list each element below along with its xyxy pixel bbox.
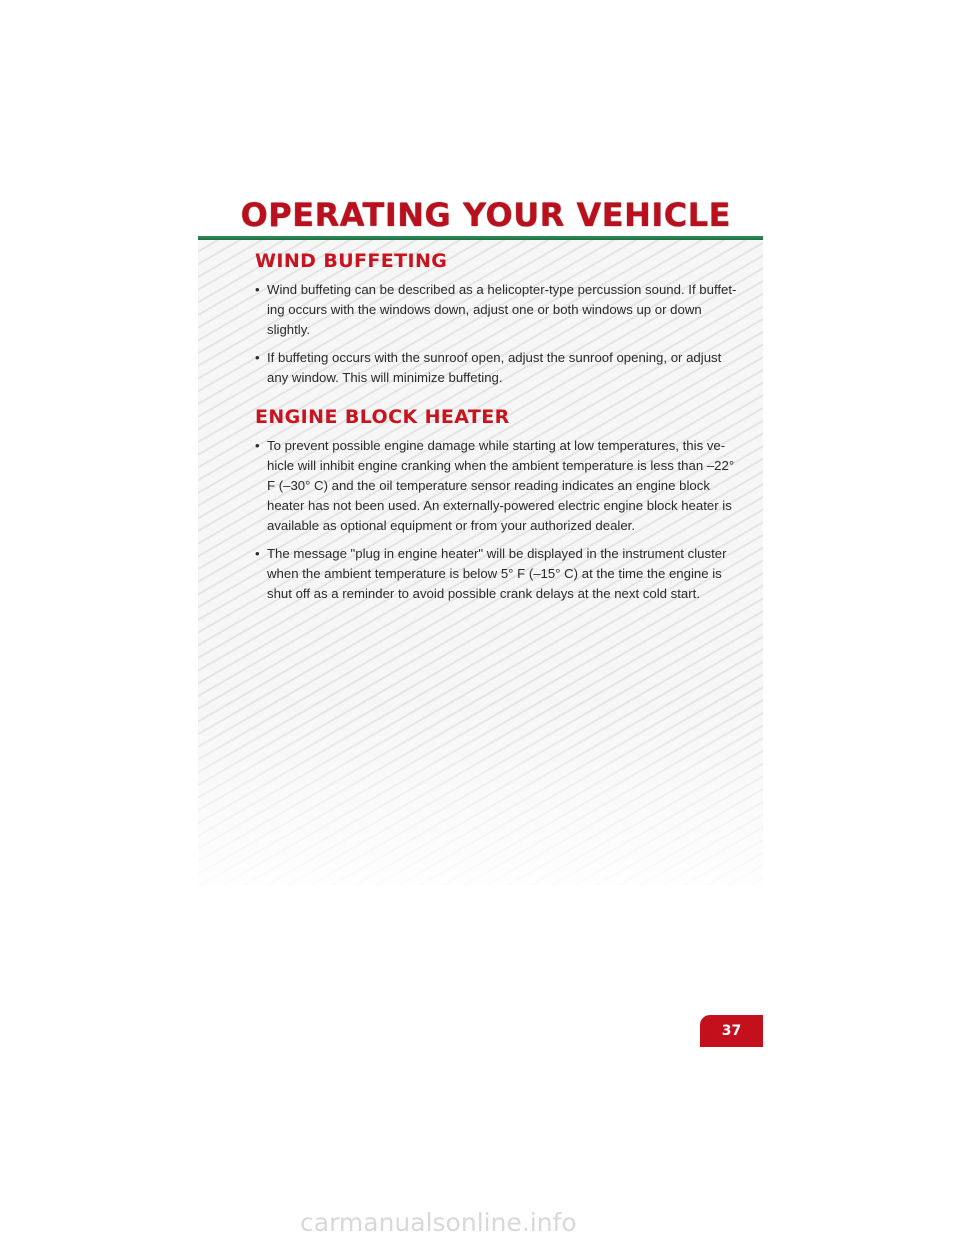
bullet-icon: • <box>255 438 260 453</box>
watermark-text: carmanualsonline.info <box>300 1208 577 1237</box>
bullet-icon: • <box>255 282 260 297</box>
page-number-tab <box>700 1015 763 1047</box>
list-item: • Wind buffeting can be described as a helicopter-type percussion sound. If buffet- ing occurs with the windows down, adjust one or both windows up or down slightly. <box>255 282 737 337</box>
header-divider <box>198 236 763 240</box>
bullet-icon: • <box>255 350 260 365</box>
list-item: • To prevent possible engine damage while starting at low temperatures, this ve- hicle will inhibit engine cranking when the ambient temperature is less than –22° F (–30° C) and the oil temperature sensor reading indicates an engine block heater has not been used. An externally-powered electric engine block heater is available as optional equipment or from your authorized dealer. <box>255 438 735 533</box>
chapter-title: OPERATING YOUR VEHICLE <box>240 196 731 234</box>
bullet-icon: • <box>255 546 260 561</box>
page-number: 37 <box>721 1023 742 1039</box>
wind-buffeting-list <box>255 280 745 388</box>
list-item: • If buffeting occurs with the sunroof open, adjust the sunroof opening, or adjust any window. This will minimize buffeting. <box>255 350 722 385</box>
panel-fade <box>198 700 763 885</box>
engine-block-heater-list <box>255 436 745 604</box>
list-item: • The message "plug in engine heater" will be displayed in the instrument cluster when the ambient temperature is below 5° F (–15° C) at the time the engine is shut off as a reminder to avoid possible crank delays at the next cold start. <box>255 546 727 601</box>
section-title-engine-block-heater: ENGINE BLOCK HEATER <box>255 406 510 428</box>
content <box>255 250 745 612</box>
section-title-wind-buffeting: WIND BUFFETING <box>255 250 448 272</box>
